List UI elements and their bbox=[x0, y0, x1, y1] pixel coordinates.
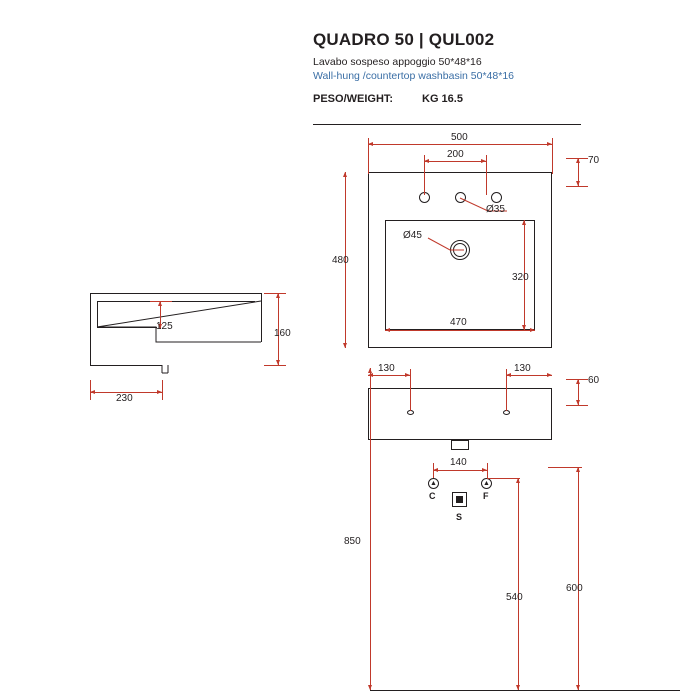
top-dim-200-text: 200 bbox=[447, 149, 464, 160]
front-dim-140-text: 140 bbox=[450, 457, 467, 468]
top-dim-470-arrow-right bbox=[530, 328, 535, 332]
front-dim-130-right-ext bbox=[506, 369, 507, 411]
floor-line bbox=[370, 690, 680, 691]
front-dim-60-ext-bottom bbox=[566, 405, 588, 406]
cold-water-label: C bbox=[429, 491, 436, 501]
side-dim-125-text: 125 bbox=[156, 321, 173, 332]
cold-water-marker-icon: ▲ bbox=[428, 478, 439, 489]
front-dim-140-ext-right bbox=[487, 463, 488, 479]
top-dim-500-line bbox=[368, 144, 552, 145]
side-dim-230-ext-left bbox=[90, 380, 91, 400]
top-dim-200-ext-right bbox=[486, 155, 487, 195]
front-dim-140-ext-left bbox=[433, 463, 434, 479]
top-dim-480-text: 480 bbox=[332, 255, 349, 266]
top-dim-470-arrow-left bbox=[385, 328, 390, 332]
front-dim-540-ext bbox=[487, 478, 520, 479]
front-dim-540-text: 540 bbox=[506, 592, 523, 603]
header-divider bbox=[313, 124, 581, 125]
top-dim-200-line bbox=[424, 161, 486, 162]
side-dim-160-ext-bottom bbox=[264, 365, 286, 366]
top-dim-500-text: 500 bbox=[451, 132, 468, 143]
front-dim-600-ext bbox=[548, 467, 582, 468]
weight-value: KG 16.5 bbox=[422, 93, 463, 105]
top-dim-500-ext-right bbox=[552, 138, 553, 174]
subtitle-english: Wall-hung /countertop washbasin 50*48*16 bbox=[313, 70, 514, 82]
side-dim-230-ext-right bbox=[162, 380, 163, 400]
drain-label: S bbox=[456, 512, 463, 522]
front-dim-540-line bbox=[518, 478, 519, 690]
top-dim-70-text: 70 bbox=[588, 155, 600, 166]
side-dim-125-ext-top bbox=[150, 301, 172, 302]
dia35-text: Ø35 bbox=[486, 204, 505, 215]
side-bowl-profile bbox=[90, 293, 270, 373]
front-dim-130-right-line bbox=[506, 375, 552, 376]
front-dim-850-line bbox=[370, 368, 371, 690]
side-dim-230-text: 230 bbox=[116, 393, 133, 404]
front-dim-130-left-ext bbox=[410, 369, 411, 411]
drain-marker-icon bbox=[452, 492, 467, 507]
front-dim-130-right-arrow-r bbox=[547, 373, 552, 377]
side-dim-160-ext-top bbox=[264, 293, 286, 294]
weight-label: PESO/WEIGHT: bbox=[313, 93, 394, 105]
front-dim-60-ext-top bbox=[566, 379, 588, 380]
front-dim-60-text: 60 bbox=[588, 375, 600, 386]
front-view-outline bbox=[368, 388, 552, 440]
hot-water-label: F bbox=[483, 491, 489, 501]
front-dim-130-right-text: 130 bbox=[514, 363, 531, 374]
front-dim-140-line bbox=[433, 470, 487, 471]
hot-water-marker-icon: ▲ bbox=[481, 478, 492, 489]
front-dim-130-left-line bbox=[368, 375, 410, 376]
top-dim-200-ext-left bbox=[424, 155, 425, 195]
top-dim-500-ext-left bbox=[368, 138, 369, 174]
top-dim-70-ext-bottom bbox=[566, 186, 588, 187]
top-dim-480-arrow-top bbox=[343, 172, 347, 177]
page-title: QUADRO 50 | QUL002 bbox=[313, 30, 495, 49]
front-dim-850-arrow-top bbox=[368, 368, 372, 373]
top-dim-480-arrow-bottom bbox=[343, 343, 347, 348]
dia45-text: Ø45 bbox=[403, 230, 422, 241]
front-dim-850-text: 850 bbox=[344, 536, 361, 547]
front-dim-130-left-text: 130 bbox=[378, 363, 395, 374]
dia45-leader bbox=[420, 236, 470, 260]
top-dim-320-text: 320 bbox=[512, 272, 529, 283]
front-waste-stub bbox=[451, 440, 469, 450]
subtitle-italian: Lavabo sospeso appoggio 50*48*16 bbox=[313, 56, 482, 68]
top-dim-470-line bbox=[385, 330, 535, 331]
front-dim-600-text: 600 bbox=[566, 583, 583, 594]
top-dim-70-ext-top bbox=[566, 158, 588, 159]
top-dim-320-arrow-top bbox=[522, 220, 526, 225]
front-dim-600-line bbox=[578, 467, 579, 690]
top-dim-470-text: 470 bbox=[450, 317, 467, 328]
side-dim-160-text: 160 bbox=[274, 328, 291, 339]
